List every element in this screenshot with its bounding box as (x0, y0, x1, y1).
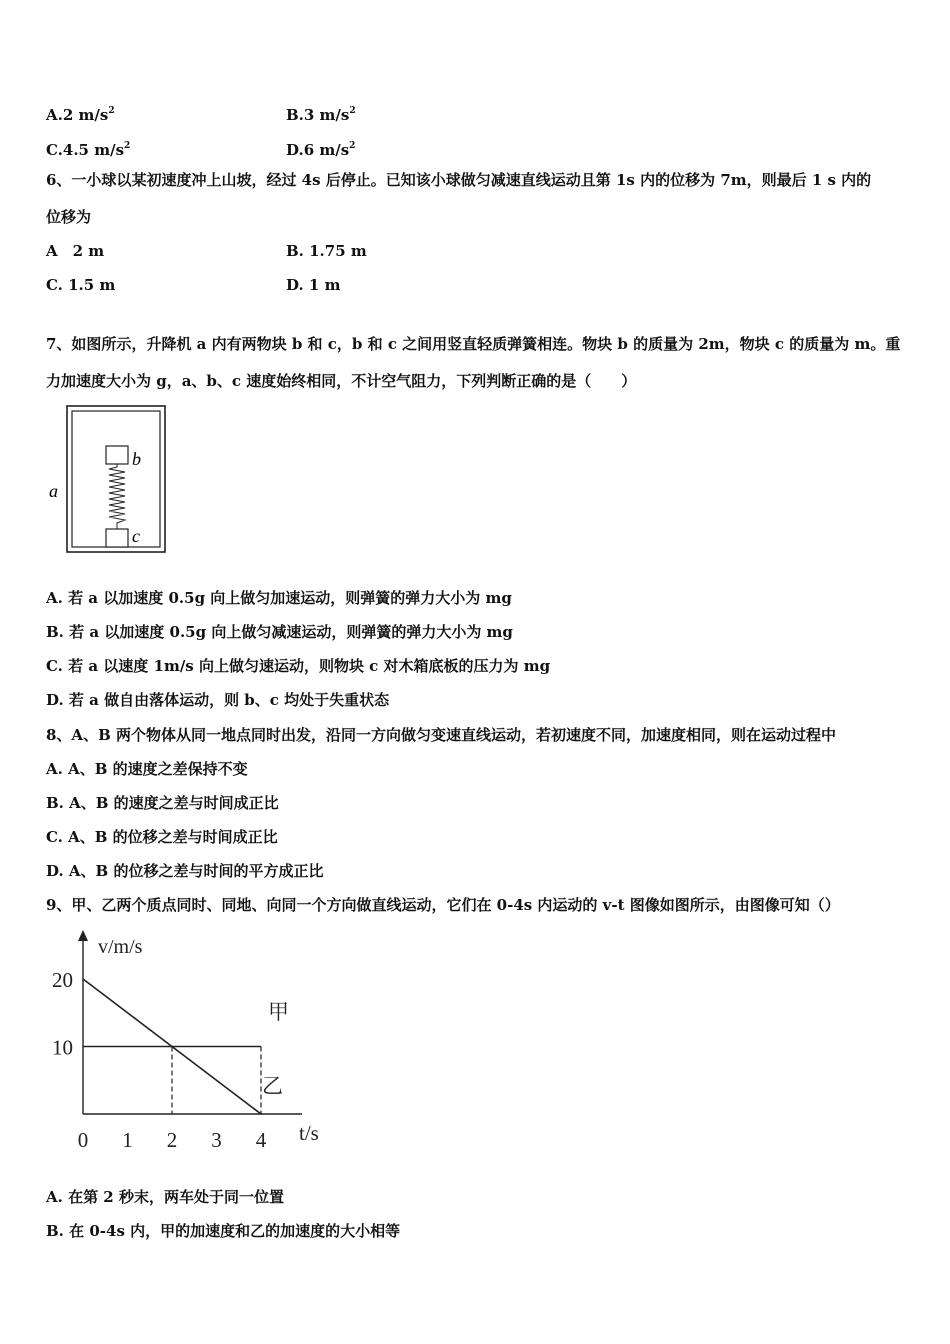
q5-option-row-2 (46, 136, 356, 160)
q6-option-d: D. 1 m (286, 276, 341, 294)
q7-stem-line2: 力加速度大小为 g，a、b、c 速度始终相同，不计空气阻力，下列判断正确的是（ ） (46, 372, 637, 390)
block-b (106, 446, 128, 464)
q9-option-b: B. 在 0-4s 内，甲的加速度和乙的加速度的大小相等 (46, 1222, 401, 1240)
q5-option-c: C.4.5 $m/s^2$ (46, 141, 131, 159)
x-tick-label: 3 (211, 1128, 222, 1152)
label-a: a (49, 481, 58, 501)
q7-option-c: C. 若 a 以速度 1m/s 向上做匀速运动，则物块 c 对木箱底板的压力为 mg (46, 657, 551, 675)
q9-option-a: A. 在第 2 秒末，两车处于同一位置 (46, 1188, 284, 1206)
q6-option-c: C. 1.5 m (46, 276, 116, 294)
x-tick-label: 2 (166, 1128, 178, 1152)
label-c: c (132, 526, 140, 546)
q9-stem: 9、甲、乙两个质点同时、同地、向同一个方向做直线运动，它们在 0-4s 内运动的 v-t 图像如图所示，由图像可知（） (46, 896, 840, 914)
q6-option-row-2 (46, 275, 341, 295)
y-tick-label: 10 (52, 1035, 73, 1060)
x-tick-label: 1 (122, 1128, 133, 1152)
y-tick-label: 20 (52, 968, 73, 992)
elevator-spring-figure (45, 402, 175, 562)
q6-stem-line2: 位移为 (46, 208, 92, 226)
y-axis-arrow (78, 930, 88, 941)
series-label: 乙 (262, 1074, 283, 1098)
x-tick-label: 4 (255, 1128, 267, 1152)
q8-option-a: A. A、B 的速度之差保持不变 (46, 760, 248, 778)
vt-chart (40, 925, 340, 1155)
q5-option-a: A.2 $m/s^2$ (46, 106, 115, 124)
q7-stem-line1: 7、如图所示，升降机 a 内有两物块 b 和 c，b 和 c 之间用竖直轻质弹簧相连。物块 b 的质量为 2m，物块 c 的质量为 m。重 (46, 335, 901, 353)
q5-option-row-1 (46, 101, 356, 125)
label-b: b (132, 449, 141, 469)
q5-option-d: D.6 $m/s^2$ (286, 141, 356, 159)
q8-stem: 8、A、B 两个物体从同一地点同时出发，沿同一方向做匀变速直线运动，若初速度不同，加速度相同，则在运动过程中 (46, 726, 836, 744)
q5-option-b: B.3 $m/s^2$ (286, 106, 356, 124)
spring (109, 464, 125, 529)
q6-option-a: A 2 m (46, 242, 105, 260)
q6-option-b: B. 1.75 m (286, 242, 367, 260)
q7-option-a: A. 若 a 以加速度 0.5g 向上做匀加速运动，则弹簧的弹力大小为 mg (46, 589, 512, 607)
y-axis-label: v/m/s (98, 936, 143, 958)
q7-option-d: D. 若 a 做自由落体运动，则 b、c 均处于失重状态 (46, 691, 390, 709)
series-label: 甲 (268, 1000, 289, 1024)
q8-option-b: B. A、B 的速度之差与时间成正比 (46, 794, 279, 812)
x-axis-label: t/s (299, 1121, 319, 1145)
q8-option-c: C. A、B 的位移之差与时间成正比 (46, 828, 278, 846)
q6-option-row-1 (46, 241, 367, 261)
q7-option-b: B. 若 a 以加速度 0.5g 向上做匀减速运动，则弹簧的弹力大小为 mg (46, 623, 513, 641)
q8-option-d: D. A、B 的位移之差与时间的平方成正比 (46, 862, 324, 880)
elevator-inner-wall (72, 411, 160, 547)
x-tick-label: 0 (77, 1128, 89, 1152)
q6-stem-line1: 6、一小球以某初速度冲上山坡，经过 4s 后停止。已知该小球做匀减速直线运动且第 1s 内的位移为 7m，则最后 1 s 内的 (46, 171, 872, 189)
block-c (106, 529, 128, 547)
